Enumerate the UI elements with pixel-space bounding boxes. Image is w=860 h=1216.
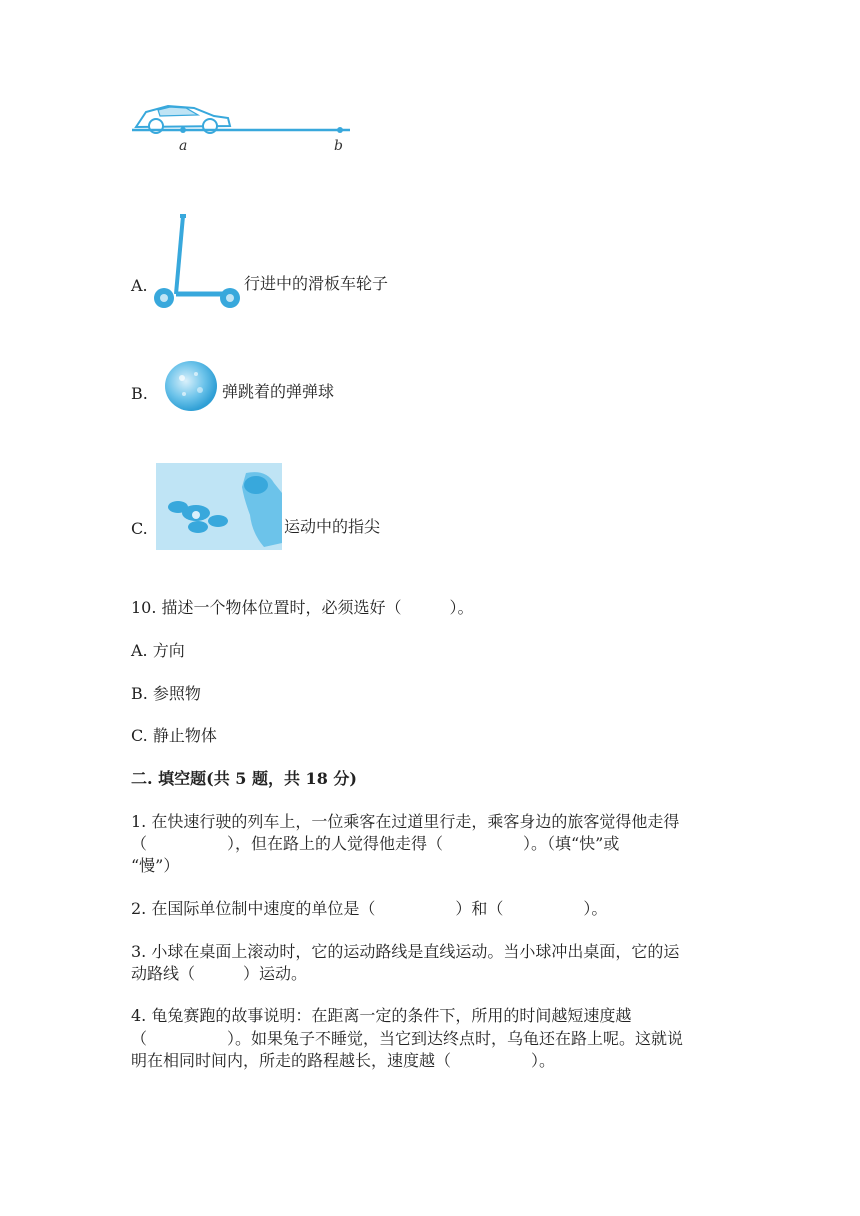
q9-option-c-text: 运动中的指尖 <box>284 517 381 536</box>
fill-q4-line2: （ ）。如果兔子不睡觉，当它到达终点时，乌龟还在路上呢。这就说 <box>131 1029 684 1048</box>
q9-option-b-letter: B. <box>131 384 148 403</box>
fill-q1-line1: 1. 在快速行驶的列车上，一位乘客在过道里行走，乘客身边的旅客觉得他走得 <box>131 812 680 831</box>
point-b-label: b <box>334 138 343 154</box>
fidget-spinner-icon <box>156 463 282 550</box>
q9-option-a-letter: A. <box>131 276 148 295</box>
scooter-icon <box>150 210 242 312</box>
fill-q2-line1: 2. 在国际单位制中速度的单位是（ ）和（ ）。 <box>131 899 608 918</box>
fill-q3-line2: 动路线（ ）运动。 <box>131 964 308 983</box>
q10-option-b: B. 参照物 <box>131 684 201 703</box>
car-on-line-figure <box>128 96 358 158</box>
fill-q3-line1: 3. 小球在桌面上滚动时，它的运动路线是直线运动。当小球冲出桌面，它的运 <box>131 942 680 961</box>
bouncy-ball-icon <box>162 358 220 414</box>
q10-stem: 10. 描述一个物体位置时，必须选好（ ）。 <box>131 598 474 617</box>
point-a-label: a <box>179 138 188 154</box>
point-b-dot <box>337 127 343 133</box>
section-2-title: 二. 填空题(共 5 题，共 18 分) <box>131 769 357 788</box>
q10-option-c: C. 静止物体 <box>131 726 217 745</box>
fill-q1-line3: “慢”） <box>131 856 180 875</box>
fill-q1-line2: （ ），但在路上的人觉得他走得（ ）。（填“快”或 <box>131 834 620 853</box>
q9-option-c-letter: C. <box>131 519 148 538</box>
q9-option-b-text: 弹跳着的弹弹球 <box>222 382 335 401</box>
q10-option-a: A. 方向 <box>131 641 185 660</box>
q9-option-a-text: 行进中的滑板车轮子 <box>244 274 389 293</box>
fill-q4-line3: 明在相同时间内，所走的路程越长，速度越（ ）。 <box>131 1051 556 1070</box>
fill-q4-line1: 4. 龟兔赛跑的故事说明：在距离一定的条件下，所用的时间越短速度越 <box>131 1006 632 1025</box>
point-a-dot <box>180 127 186 133</box>
